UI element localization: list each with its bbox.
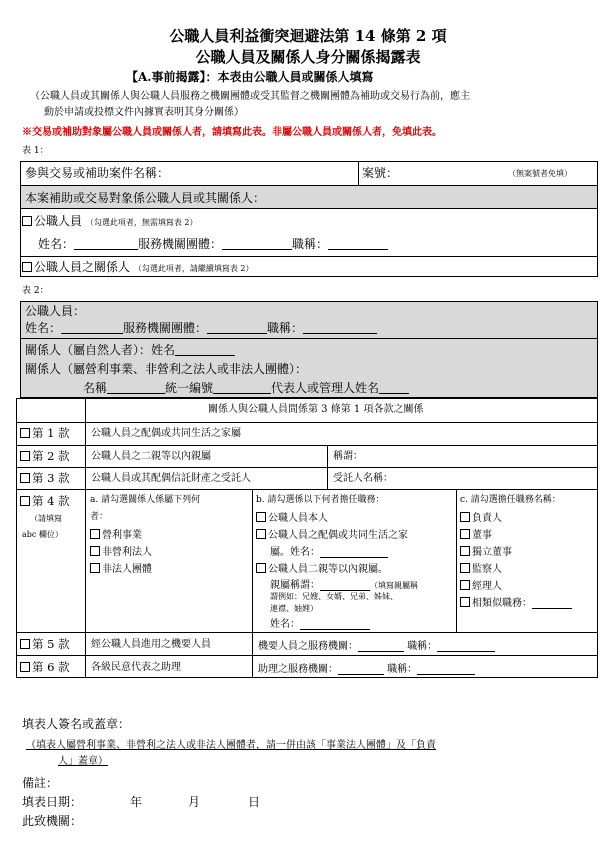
relative-option-note: （勾選此項者，請繼續填寫表 2） bbox=[133, 264, 254, 273]
relative-option-label: 公職人員之關係人 bbox=[34, 260, 131, 274]
t2-entity-name-label: 名稱 bbox=[83, 381, 108, 395]
table1-label: 表 1： bbox=[22, 146, 49, 156]
row4-b-name-field[interactable] bbox=[300, 618, 370, 630]
official-name-field[interactable] bbox=[74, 238, 138, 250]
t2-title-label: 職稱： bbox=[267, 321, 304, 335]
form-note-line1: （公職人員或其關係人與公職人員服務之機關團體或受其監督之機關團體為補助或交易行為前，應主 bbox=[30, 91, 470, 102]
row4-c-opt4-label: 監察人 bbox=[472, 564, 502, 575]
row4-b-title: b. 請勾選係以下何者擔任職務： bbox=[256, 495, 385, 505]
t2-tax-id-field[interactable] bbox=[213, 382, 271, 394]
form-warning: ※交易或補助對象屬公職人員或關係人者，請填寫此表。非屬公職人員或關係人者，免填此表。 bbox=[22, 127, 442, 138]
row4-b-opt2-name-field[interactable] bbox=[320, 546, 388, 558]
row4-c-opt6-checkbox[interactable] bbox=[460, 597, 470, 607]
t2-name-label: 姓名： bbox=[25, 321, 62, 335]
row4-c-opt3-checkbox[interactable] bbox=[460, 546, 470, 556]
row6-org-field[interactable] bbox=[338, 663, 384, 675]
fill-date-day: 日 bbox=[248, 795, 261, 809]
row4-b-opt2[interactable] bbox=[256, 529, 408, 541]
row4-b-rel-note1: （填寫親屬稱 bbox=[370, 581, 418, 590]
row5-label: 第 5 款 bbox=[32, 637, 70, 651]
official-checkbox[interactable] bbox=[22, 216, 32, 226]
row6-checkbox[interactable] bbox=[20, 662, 30, 672]
table2-label: 表 2： bbox=[22, 286, 49, 296]
row5-org-label: 機要人員之服務機關： bbox=[258, 641, 358, 652]
t2-natural-name-field[interactable] bbox=[175, 344, 235, 356]
row1-label: 第 1 款 bbox=[32, 426, 70, 440]
row4-c-opt1-checkbox[interactable] bbox=[460, 512, 470, 522]
row4-a-opt3-checkbox[interactable] bbox=[90, 563, 100, 573]
row4-a-opt1-label: 營利事業 bbox=[102, 530, 142, 541]
row1-checkbox[interactable] bbox=[20, 428, 30, 438]
row2-label: 第 2 款 bbox=[32, 449, 70, 463]
t2-official-heading: 公職人員： bbox=[25, 304, 86, 318]
row5-checkbox[interactable] bbox=[20, 639, 30, 649]
row6-org-label: 助理之服務機關： bbox=[258, 664, 338, 675]
row6-text: 各級民意代表之助理 bbox=[91, 662, 181, 673]
row4-c-opt6-field[interactable] bbox=[532, 597, 572, 609]
row4-c-opt5-checkbox[interactable] bbox=[460, 580, 470, 590]
case-no-label: 案號： bbox=[362, 166, 399, 180]
t2-legal-entity-label: 關係人（屬營利事業、非營利之法人或非法人團體）： bbox=[25, 362, 308, 376]
row3-extra: 受託人名稱： bbox=[333, 473, 393, 484]
row6-label: 第 6 款 bbox=[32, 660, 70, 674]
relation-header: 關係人與公職人員間係第 3 條第 1 項各款之關係 bbox=[208, 404, 424, 415]
official-fields bbox=[38, 238, 388, 250]
t2-org-field[interactable] bbox=[207, 322, 267, 334]
official-option-label: 公職人員 bbox=[34, 214, 83, 228]
row4-c-opt1-label: 負責人 bbox=[472, 513, 502, 524]
row4-option[interactable] bbox=[20, 496, 70, 508]
row4-a-title2: 者： bbox=[90, 512, 109, 522]
row6-title-label: 職稱： bbox=[387, 664, 418, 675]
row4-a-opt2[interactable] bbox=[90, 546, 152, 558]
form-title: 公職人員利益衝突迴避法第 14 條第 2 項 bbox=[169, 27, 447, 45]
fill-date-label: 填表日期： bbox=[22, 795, 83, 809]
row5-org-field[interactable] bbox=[358, 640, 404, 652]
row4-c-opt2-checkbox[interactable] bbox=[460, 529, 470, 539]
row4-b-rel-field[interactable] bbox=[320, 579, 370, 591]
row4-a-opt3-label: 非法人團體 bbox=[102, 564, 152, 575]
row6-option[interactable] bbox=[20, 662, 70, 674]
t2-natural-person bbox=[25, 344, 235, 356]
addressee-label: 此致機關： bbox=[22, 814, 83, 828]
row4-c-opt5[interactable] bbox=[460, 580, 502, 592]
row2-extra: 稱謂： bbox=[333, 451, 363, 462]
row4-c-opt6[interactable] bbox=[460, 597, 572, 609]
official-org-field[interactable] bbox=[222, 238, 292, 250]
row4-label: 第 4 款 bbox=[32, 494, 70, 508]
row3-text: 公職人員或其配偶信託財產之受託人 bbox=[91, 473, 251, 484]
row4-b-opt3-checkbox[interactable] bbox=[256, 563, 266, 573]
row5-title-field[interactable] bbox=[437, 640, 495, 652]
form-note-line2: 動於申請或投標文件內據實表明其身分關係） bbox=[44, 107, 244, 118]
row4-b-name-label: 姓名： bbox=[270, 619, 300, 630]
relative-option[interactable] bbox=[22, 261, 253, 273]
row4-note2: abc 欄位） bbox=[22, 530, 63, 539]
t2-representative-field[interactable] bbox=[379, 382, 409, 394]
t2-org-label: 服務機關團體： bbox=[123, 321, 208, 335]
row4-b-opt1-label: 公職人員本人 bbox=[268, 513, 328, 524]
row1-text: 公職人員之配偶或共同生活之家屬 bbox=[91, 428, 241, 439]
signature-label: 填表人簽名或蓋章： bbox=[22, 717, 131, 731]
row4-b-opt3-label: 公職人員二親等以內親屬。 bbox=[268, 564, 388, 575]
row2-checkbox[interactable] bbox=[20, 451, 30, 461]
row5-text: 經公職人員進用之機要人員 bbox=[91, 639, 211, 650]
row4-c-opt6-label: 相類似職務： bbox=[472, 598, 532, 609]
t2-entity-fields bbox=[83, 382, 409, 394]
row4-c-opt4-checkbox[interactable] bbox=[460, 563, 470, 573]
row4-c-opt2[interactable] bbox=[460, 529, 492, 541]
t2-tax-id-label: 統一編號 bbox=[165, 381, 214, 395]
row6-extra bbox=[258, 663, 475, 675]
row4-b-opt2-name bbox=[270, 546, 388, 558]
row4-c-opt3-label: 獨立董事 bbox=[472, 547, 512, 558]
fill-date-year: 年 bbox=[130, 795, 143, 809]
row2-option[interactable] bbox=[20, 451, 70, 463]
row4-c-opt5-label: 經理人 bbox=[472, 581, 502, 592]
form-subtitle: 公職人員及關係人身分關係揭露表 bbox=[195, 48, 421, 66]
t2-representative-label: 代表人或管理人姓名 bbox=[271, 381, 380, 395]
row5-option[interactable] bbox=[20, 639, 70, 651]
fill-date-month: 月 bbox=[188, 795, 201, 809]
row4-a-opt2-checkbox[interactable] bbox=[90, 546, 100, 556]
row4-a-opt1-checkbox[interactable] bbox=[90, 529, 100, 539]
row4-a-opt3[interactable] bbox=[90, 563, 152, 575]
remarks-label: 備註： bbox=[22, 776, 59, 790]
row4-c-title: c. 請勾選擔任職務名稱： bbox=[460, 495, 561, 505]
row4-a-title1: a. 請勾選關係人係屬下列何 bbox=[90, 495, 201, 505]
row4-note1: （請填寫 bbox=[30, 514, 62, 523]
row4-b-rel bbox=[270, 579, 418, 591]
row4-c-opt2-label: 董事 bbox=[472, 530, 492, 541]
signature-note-line2: 人」蓋章） bbox=[58, 756, 108, 767]
official-option-note: （勾選此項者，無需填寫表 2） bbox=[85, 218, 198, 227]
t2-title-field[interactable] bbox=[303, 322, 377, 334]
row6-title-field[interactable] bbox=[417, 663, 475, 675]
row4-a-opt2-label: 非營利法人 bbox=[102, 547, 152, 558]
official-org-label: 服務機關團體： bbox=[138, 237, 223, 251]
relative-checkbox[interactable] bbox=[22, 262, 32, 272]
t2-name-field[interactable] bbox=[61, 322, 123, 334]
row5-extra bbox=[258, 640, 495, 652]
row4-b-opt3[interactable] bbox=[256, 563, 388, 575]
t2-natural-person-label: 關係人（屬自然人者）：姓名 bbox=[25, 343, 176, 357]
row4-b-rel-note3: 連襟、妯娌） bbox=[270, 604, 318, 613]
row4-b-opt1[interactable] bbox=[256, 512, 328, 524]
row4-b-rel-note2: 謂例如：兄嫂、女婿、兄弟、姊妹、 bbox=[270, 592, 398, 601]
t2-official-fields bbox=[25, 322, 377, 334]
row4-b-opt2-name-label: 屬。姓名： bbox=[270, 547, 320, 558]
form-section-heading: 【A.事前揭露】：本表由公職人員或關係人填寫 bbox=[126, 70, 374, 84]
row4-b-opt2-checkbox[interactable] bbox=[256, 529, 266, 539]
official-title-field[interactable] bbox=[328, 238, 388, 250]
row4-c-opt3[interactable] bbox=[460, 546, 512, 558]
official-option[interactable] bbox=[22, 215, 197, 227]
row4-b-opt1-checkbox[interactable] bbox=[256, 512, 266, 522]
row4-b-opt2-label: 公職人員之配偶或共同生活之家 bbox=[268, 530, 408, 541]
row4-b-rel-label: 親屬稱謂： bbox=[270, 580, 320, 591]
row5-title-label: 職稱： bbox=[407, 641, 438, 652]
official-title-label: 職稱： bbox=[292, 237, 329, 251]
t2-entity-name-field[interactable] bbox=[107, 382, 165, 394]
row3-checkbox[interactable] bbox=[20, 473, 30, 483]
row4-checkbox[interactable] bbox=[20, 496, 30, 506]
signature-note-line1: （填表人屬營利事業、非營利之法人或非法人團體者，請一併由該「事業法人團體」及「負責 bbox=[26, 740, 436, 751]
case-name-label: 參與交易或補助案件名稱： bbox=[25, 166, 170, 180]
row4-b-name bbox=[270, 618, 370, 630]
target-row-label: 本案補助或交易對象係公職人員或其關係人： bbox=[25, 191, 266, 205]
row4-a-opt1[interactable] bbox=[90, 529, 142, 541]
row2-text: 公職人員之二親等以內親屬 bbox=[91, 451, 211, 462]
row3-option[interactable] bbox=[20, 473, 70, 485]
case-no-note: （無案號者免填） bbox=[508, 169, 572, 178]
official-name-label: 姓名： bbox=[38, 237, 75, 251]
row4-c-opt4[interactable] bbox=[460, 563, 502, 575]
row3-label: 第 3 款 bbox=[32, 471, 70, 485]
row4-c-opt1[interactable] bbox=[460, 512, 502, 524]
row1-option[interactable] bbox=[20, 428, 70, 440]
